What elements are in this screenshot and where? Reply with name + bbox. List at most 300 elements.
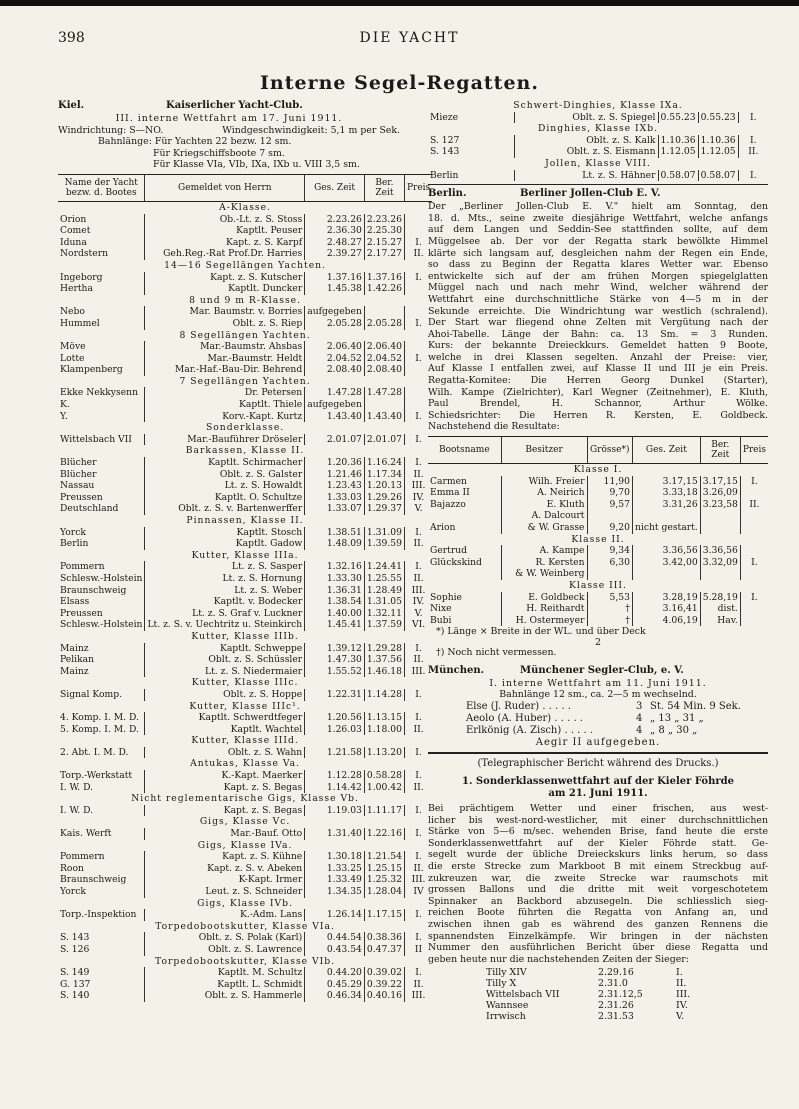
winner-place: I.	[676, 967, 683, 979]
report-title-1: 1. Sonderklassenwettfahrt auf der Kieler Föhrde	[462, 775, 734, 787]
class-heading-row	[58, 422, 432, 434]
table-row	[58, 619, 432, 631]
kiel-wind-direction: Windrichtung: S—NO.	[58, 124, 164, 136]
elapsed-time: 1.14.42	[305, 782, 365, 794]
table-row	[58, 874, 432, 886]
table-row	[58, 654, 432, 666]
corrected-time: 2.17.27	[364, 248, 404, 260]
boat-name: Mieze	[430, 111, 459, 123]
boat-name: 4. Komp. I. M. D.	[60, 712, 139, 724]
prize: I.	[751, 556, 758, 568]
class-heading: Gigs, Klasse IVa.	[197, 839, 293, 851]
table-row	[428, 499, 768, 511]
berlin-footnote-divisor: 2	[595, 637, 601, 647]
boat-name: Yorck	[60, 526, 86, 538]
elapsed-time: 1.40.00	[305, 608, 365, 620]
table-row	[58, 851, 432, 863]
sailor-name: Aeolo (A. Huber) . . . . .	[466, 712, 583, 724]
text-line: so dass zu Beginn der Regatta klares Wetter war. Ebenso	[428, 259, 768, 271]
size: †	[587, 615, 632, 627]
elapsed-time: aufgegeben	[305, 399, 365, 411]
owner: Wilh. Freier	[501, 476, 587, 488]
elapsed-time: 1.47.30	[305, 654, 365, 666]
elapsed-time: 1.33.07	[305, 503, 365, 515]
col-owner: Besitzer	[501, 437, 587, 464]
prize: I.	[415, 804, 422, 816]
elapsed-time: 1.36.31	[305, 585, 365, 597]
text-line: Der „Berliner Jollen-Club E. V." hielt am Sonntag, den	[428, 201, 768, 213]
sailor-name: Else (J. Ruder) . . . . .	[466, 700, 571, 712]
top-rule	[0, 0, 799, 6]
owner: Kaptlt. Stosch	[145, 527, 305, 539]
class-heading: A-Klasse.	[219, 201, 271, 213]
boat-name: Signal Komp.	[60, 688, 123, 700]
corrected-time: 1.17.15	[364, 909, 404, 921]
class-heading-row	[58, 956, 432, 968]
prize: I.	[415, 352, 422, 364]
class-heading-row	[58, 921, 432, 933]
elapsed-time: 1.21.46	[305, 469, 365, 481]
report-title-2: am 21. Juni 1911.	[548, 787, 648, 799]
list-item	[428, 701, 768, 713]
class-heading-row	[58, 840, 432, 852]
prize: II.	[413, 572, 424, 584]
owner: Oblt. z. S. Polak (Karl)	[145, 932, 305, 944]
list-item	[428, 967, 768, 978]
boat-name: Preussen	[60, 607, 103, 619]
winner-name: Irrwisch	[486, 1011, 526, 1023]
boat-name: K.	[60, 399, 70, 411]
winner-time: 2.31.53	[598, 1011, 634, 1023]
col-yacht-name: Name der Yacht bezw. d. Bootes	[58, 174, 145, 201]
elapsed-time: 1.47.28	[305, 387, 365, 399]
corrected-time: 1.17.34	[364, 469, 404, 481]
table-row	[58, 399, 432, 411]
list-item	[428, 1000, 768, 1011]
owner: Kaptlt. Duncker	[145, 283, 305, 295]
owner: K-Kapt. Irmer	[145, 874, 305, 886]
prize: II.	[413, 862, 424, 874]
table-row	[428, 557, 768, 569]
table-row	[58, 248, 432, 260]
table-row	[428, 510, 768, 522]
owner: Ob.-Lt. z. S. Stoss	[145, 214, 305, 226]
elapsed-time: 2.08.40	[305, 364, 365, 376]
prize	[740, 603, 768, 615]
boat-name: Ekke Nekkysenn	[60, 387, 138, 399]
elapsed-time: 0.44.54	[305, 932, 365, 944]
prize: I.	[415, 457, 422, 469]
text-line: zukreuzen war, die zweite Strecke war raumschots mit	[428, 872, 768, 884]
elapsed-time: 1.39.12	[305, 643, 365, 655]
col-elapsed-time: Ges. Zeit	[632, 437, 700, 464]
corrected-time: 0.47.37	[364, 944, 404, 956]
text-line: Wilh. Kampe (Zielrichter), Karl Wegner (Zeitnehmer), E. Kluth,	[428, 386, 768, 398]
sailor-name: Erlkönig (A. Zisch) . . . . .	[466, 724, 594, 736]
kiel-event: III. interne Wettfahrt am 17. Juni 1911.	[115, 113, 343, 124]
table-row	[428, 603, 768, 615]
corrected-time: 3.32,09	[700, 557, 740, 569]
corrected-time: 1.31.05	[364, 596, 404, 608]
corrected-time: 1.13.15	[364, 712, 404, 724]
corrected-time: 5.28,19	[700, 592, 740, 604]
col-boat-name: Bootsname	[428, 437, 501, 464]
size: 5,53	[587, 592, 632, 604]
class-heading-row	[58, 550, 432, 562]
corrected-time: 3.36,56	[700, 545, 740, 557]
text-line: licher bis west-nord-westlicher, mit einer durchschnittlichen	[428, 814, 768, 826]
text-line: 18. d. Mts., seine zweite diesjährige Wettfahrt, welche anfangs	[428, 212, 768, 224]
owner: Lt. z. S. Weber	[145, 585, 305, 597]
boat-name: Sophie	[430, 591, 462, 603]
table-row	[428, 170, 768, 182]
elapsed-time: 2.48.27	[305, 237, 365, 249]
text-line: Sekunde erreichte. Die Windrichtung war westlich (schralend).	[428, 305, 768, 317]
corrected-time: 0.58.07	[698, 170, 738, 182]
corrected-time: 1.25.15	[364, 863, 404, 875]
boat-name: Gertrud	[430, 545, 468, 557]
prize: I.	[415, 770, 422, 782]
elapsed-time: 2.04.52	[305, 353, 365, 365]
owner: & W. Grasse	[501, 522, 587, 534]
prize: I.	[415, 851, 422, 863]
col-corrected-time: Ber. Zeit	[364, 174, 404, 201]
text-line: zwischen ihnen gab es während des ganzen Rennens die	[428, 919, 768, 931]
boat-name	[428, 568, 501, 580]
owner: Oblt. z. S. Spiegel	[514, 112, 658, 124]
boat-name: G. 137	[60, 978, 91, 990]
elapsed-time: 1.55.52	[305, 666, 365, 678]
table-row	[58, 387, 432, 399]
text-line: Der Start war fliegend ohne Zelten mit Vergütung nach der	[428, 317, 768, 329]
text-line: Nummer den ausführlichen Bericht über diese Regatta und	[428, 942, 768, 954]
class-heading: Sonderklasse.	[205, 422, 285, 434]
col-prize: Preis	[404, 174, 432, 201]
class-heading-row	[428, 534, 768, 546]
prize: I.	[415, 236, 422, 248]
page-number: 398	[58, 30, 85, 46]
table-row	[428, 592, 768, 604]
owner: Lt. z. S. v. Uechtritz u. Steinkirch	[145, 619, 305, 631]
main-title: Interne Segel-Regatten.	[260, 72, 539, 94]
elapsed-time: 3.16,41	[632, 603, 700, 615]
size: 9,20	[587, 522, 632, 534]
owner: Kaptlt. Schweppe	[145, 643, 305, 655]
corrected-time: 1.37.59	[364, 619, 404, 631]
table-row	[58, 318, 432, 330]
prize: VI.	[411, 619, 426, 631]
corrected-time: 1.24.41	[364, 561, 404, 573]
winner-time: 2.29.16	[598, 967, 634, 979]
telegraph-note: (Telegraphischer Bericht während des Drucks.)	[477, 758, 719, 770]
col-prize: Preis	[740, 437, 768, 464]
elapsed-time: 1.33.30	[305, 573, 365, 585]
boat-name: S. 143	[60, 932, 90, 944]
class-heading: 14—16 Segellängen Yachten.	[164, 259, 326, 271]
owner: Lt. z. S. Niedermaier	[145, 666, 305, 678]
table-row	[58, 585, 432, 597]
table-row	[58, 411, 432, 423]
table-row	[58, 573, 432, 585]
time: „ 8 „ 30 „	[650, 724, 698, 736]
owner: A. Neirich	[501, 487, 587, 499]
class-heading: Antukas, Klasse Va.	[190, 758, 301, 770]
kiel-continued-body	[428, 100, 768, 181]
boat-name: Orion	[60, 213, 87, 225]
corrected-time: 1.25.32	[364, 874, 404, 886]
col-size: Grösse*)	[587, 437, 632, 464]
corrected-time: 2.08.40	[364, 364, 404, 376]
corrected-time: 1.29.26	[364, 492, 404, 504]
kiel-results-continued	[428, 100, 768, 181]
kiel-wind-speed: Windgeschwindigkeit: 5,1 m per Sek.	[222, 124, 400, 136]
text-line: Auf Klasse I entfallen zwei, auf Klasse II und III je ein Preis.	[428, 363, 768, 375]
table-row	[58, 457, 432, 469]
corrected-time: 1.21.54	[364, 851, 404, 863]
boat-name: Nordstern	[60, 248, 108, 260]
winner-place: II.	[676, 978, 687, 990]
class-heading-row	[58, 793, 432, 805]
class-heading-row	[58, 677, 432, 689]
right-column	[428, 100, 768, 1022]
boat-name: S. 126	[60, 943, 90, 955]
elapsed-time: 1.45.41	[305, 619, 365, 631]
prize: II.	[749, 498, 760, 510]
elapsed-time: 1.33.49	[305, 874, 365, 886]
boat-name: Torp.-Inspektion	[60, 909, 137, 921]
table-row	[58, 967, 432, 979]
prize: IV	[413, 886, 424, 897]
boat-name: Möve	[60, 341, 86, 353]
boat-name: Preussen	[60, 491, 103, 503]
owner: Kaptlt. v. Bodecker	[145, 596, 305, 608]
elapsed-time: 1.38.51	[305, 527, 365, 539]
text-line: Wettfahrt eine durchschnittliche Stärke von 4—5 m in der	[428, 293, 768, 305]
elapsed-time	[632, 568, 700, 580]
corrected-time: 1.32.11	[364, 608, 404, 620]
boat-name: Bajazzo	[430, 498, 466, 510]
class-heading: Torpedobootskutter, Klasse VIa.	[155, 920, 335, 932]
boat-name: Wittelsbach VII	[60, 433, 132, 445]
owner: H. Reithardt	[501, 603, 587, 615]
prize: IV.	[412, 491, 425, 503]
owner: Kaptlt. Gadow	[145, 538, 305, 550]
owner: Kapt. z. S. Kutscher	[145, 272, 305, 284]
left-column	[58, 100, 431, 1002]
corrected-time: 2.25.30	[364, 225, 404, 237]
berlin-report-text	[428, 201, 768, 433]
owner: Oblt. z. S. v. Bartenwerffer	[145, 503, 305, 515]
owner: Lt. z. S. Sasper	[145, 561, 305, 573]
prize	[740, 615, 768, 627]
class-heading: Schwert-Dinghies, Klasse IXa.	[513, 100, 683, 111]
boat-name: S. 127	[430, 134, 460, 146]
winner-name: Wittelsbach VII	[486, 989, 560, 1001]
corrected-time: 2.04.52	[364, 353, 404, 365]
corrected-time: 3.23,58	[700, 499, 740, 511]
boat-name: Schlesw.-Holstein	[60, 619, 143, 631]
text-line: Ahoi-Tabelle. Länge der Bahn: ca. 13 Sm. = 3 Runden.	[428, 328, 768, 340]
boat-name: Pelikan	[60, 654, 95, 666]
table-row	[58, 747, 432, 759]
divider-thick	[428, 752, 768, 754]
class-heading: Pinnassen, Klasse II.	[186, 515, 304, 526]
elapsed-time: nicht gestart.	[632, 522, 700, 534]
elapsed-time: 0.44.20	[305, 967, 365, 979]
corrected-time: 0.39.02	[364, 967, 404, 979]
text-line: entwickelte sich auf der am frühen Morgen spiegelglatten	[428, 270, 768, 282]
boat-name: Schlesw.-Holstein	[60, 572, 143, 584]
berlin-footnote-unmeasured: †) Noch nicht vermessen.	[436, 646, 557, 658]
size: 6,30	[587, 557, 632, 569]
prize: I.	[415, 828, 422, 840]
class-heading-row	[58, 445, 432, 457]
divider	[428, 184, 768, 185]
corrected-time: 2.06.40	[364, 341, 404, 353]
table-row	[428, 112, 768, 124]
owner: Kapt. z. S. Begas	[145, 805, 305, 817]
owner: Mar.-Baumstr. Heldt	[145, 353, 305, 365]
elapsed-time	[632, 510, 700, 522]
corrected-time: 1.14.28	[364, 689, 404, 701]
table-row	[58, 341, 432, 353]
prize: III.	[411, 990, 426, 1002]
elapsed-time: 1.12.28	[305, 770, 365, 782]
boat-name: Kais. Werft	[60, 828, 112, 840]
corrected-time: 1.29.37	[364, 503, 404, 515]
berlin-club: Berliner Jollen-Club E. V.	[520, 188, 661, 200]
boat-name: Hummel	[60, 317, 100, 329]
owner: Kaptlt. Peuser	[145, 225, 305, 237]
corrected-time: 1.29.28	[364, 643, 404, 655]
elapsed-time: 1.22.31	[305, 689, 365, 701]
owner: Lt. z. S. Hornung	[145, 573, 305, 585]
corrected-time: 1.00.42	[364, 782, 404, 794]
table-row	[58, 932, 432, 944]
corrected-time	[700, 522, 740, 534]
table-row	[58, 492, 432, 504]
winner-name: Tilly X	[486, 978, 517, 990]
class-heading-row	[428, 580, 768, 592]
boat-name: Mainz	[60, 665, 89, 677]
winner-time: 2.31.26	[598, 1000, 634, 1012]
class-heading-row	[428, 158, 768, 170]
text-line: die erste Strecke zum Markboot B mit einem Streckbug auf-	[428, 861, 768, 873]
boat-name: S. 149	[60, 967, 90, 979]
text-line: Paul Brendel, H. Schannor, Arthur Wölke.	[428, 398, 768, 410]
owner: K.-Adm. Lans	[145, 909, 305, 921]
size	[587, 568, 632, 580]
owner: A. Kampe	[501, 545, 587, 557]
class-heading-row	[58, 701, 432, 713]
boat-name: S. 143	[430, 146, 460, 158]
list-item	[428, 989, 768, 1000]
corrected-time: 2.15.27	[364, 237, 404, 249]
table-row	[58, 979, 432, 991]
size: 9,70	[587, 487, 632, 499]
prize: II.	[413, 654, 424, 666]
corrected-time: 1.47.28	[364, 387, 404, 399]
corrected-time	[364, 399, 404, 411]
table-row	[58, 527, 432, 539]
class-heading-row	[58, 816, 432, 828]
prize: I.	[415, 688, 422, 700]
prize: I.	[415, 526, 422, 538]
table-row	[428, 487, 768, 499]
winner-place: IV.	[676, 1000, 688, 1012]
owner: Lt. z. S. Hähner	[514, 170, 658, 182]
table-row	[58, 782, 432, 794]
corrected-time: dist.	[700, 603, 740, 615]
prize: II.	[413, 781, 424, 793]
class-heading: Barkassen, Klasse II.	[185, 445, 305, 457]
elapsed-time: 3.28,19	[632, 592, 700, 604]
text-line: Regatta-Komitee: Die Herren Georg Dunkel (Starter),	[428, 375, 768, 387]
table-row	[58, 214, 432, 226]
elapsed-time: 1.33.03	[305, 492, 365, 504]
table-row	[58, 770, 432, 782]
table-row	[58, 608, 432, 620]
prize: III.	[411, 665, 426, 677]
class-heading: Klasse I.	[573, 464, 623, 476]
owner: Kaptlt. O. Schultze	[145, 492, 305, 504]
elapsed-time: 1.26.03	[305, 724, 365, 736]
winner-name: Tilly XIV	[486, 967, 527, 979]
prize: III.	[411, 584, 426, 596]
owner: Kaptlt. Thiele	[145, 399, 305, 411]
boat-name: Nebo	[60, 306, 85, 318]
list-item	[428, 725, 768, 737]
prize: I.	[415, 561, 422, 573]
elapsed-time: 2.23.26	[305, 214, 365, 226]
corrected-time: 1.31.09	[364, 527, 404, 539]
kiel-city: Kiel.	[58, 100, 85, 111]
table-row	[428, 615, 768, 627]
prize: II.	[413, 248, 424, 260]
corrected-time: 0.55.23	[698, 112, 738, 124]
table-row	[58, 712, 432, 724]
class-heading: Klasse II.	[571, 533, 625, 545]
corrected-time: 0.39.22	[364, 979, 404, 991]
owner: Kaptlt. Wachtel	[145, 724, 305, 736]
corrected-time: 1.46.18	[364, 666, 404, 678]
class-heading-row	[58, 631, 432, 643]
boat-name: Braunschweig	[60, 874, 127, 886]
owner: Oblt. z. S. Schüssler	[145, 654, 305, 666]
prize: I.	[751, 475, 758, 487]
owner: Lt. z. S. Howaldt	[145, 480, 305, 492]
owner: Oblt. z. S. Hammerle	[145, 990, 305, 1002]
owner: & W. Weinberg	[501, 568, 587, 580]
owner: Oblt. z. S. Eismann	[514, 146, 658, 158]
owner: Kapt. z. S. Karpf	[145, 237, 305, 249]
owner: Kaptlt. Schwerdtfeger	[145, 712, 305, 724]
class-heading: Jollen, Klasse VIII.	[545, 157, 651, 169]
class-heading-row	[58, 260, 432, 272]
class-heading-row	[58, 758, 432, 770]
class-heading: Gigs, Klasse IVb.	[197, 897, 293, 909]
class-heading-row	[58, 295, 432, 307]
boat-name: 2. Abt. I. M. D.	[60, 746, 129, 758]
boat-name: Emma II	[430, 487, 470, 499]
muenchen-course: Bahnlänge 12 sm., ca. 2—5 m wechselnd.	[499, 689, 697, 701]
muenchen-aegir: Aegir II aufgegeben.	[535, 736, 661, 748]
kiel-table-header	[58, 174, 432, 201]
class-heading: 7 Segellängen Yachten.	[179, 375, 311, 387]
corrected-time: 1.37.16	[364, 272, 404, 284]
table-row	[58, 944, 432, 956]
table-row	[428, 522, 768, 534]
